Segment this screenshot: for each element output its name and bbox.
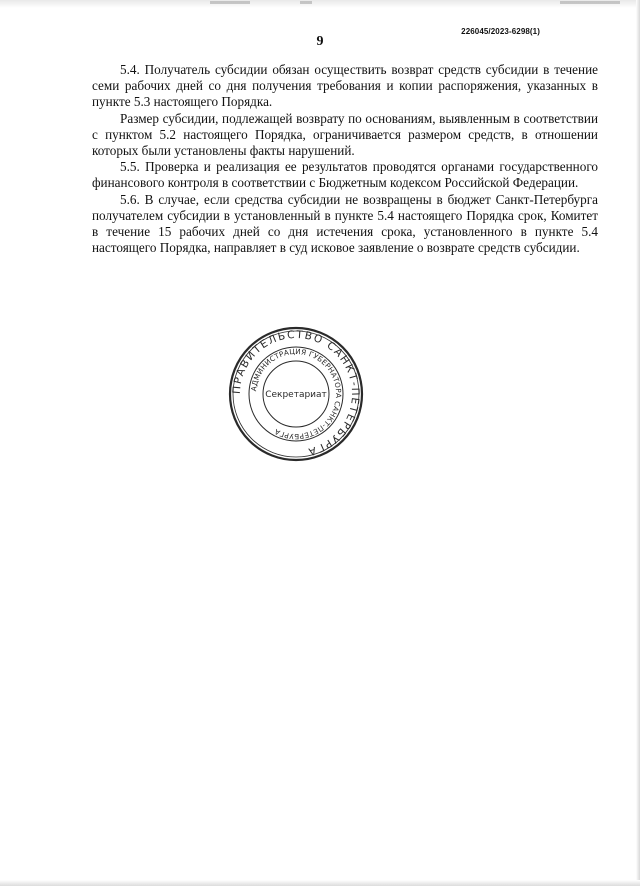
stamp-graphic [228, 326, 364, 462]
scan-edge-bottom [0, 880, 640, 886]
paragraph-5-6: 5.6. В случае, если средства субсидии не возвращены в бюджет Санкт-Петербурга получателем субсидии в установленный в пункте 5.4 настоящего Порядка срок, Комитет в течение 15 рабочих дней со дня истечения срока, установленного в пункте 5.4 настоящего Порядка, направляет в суд исковое заявление о возврате средств субсидии. [92, 191, 598, 256]
scan-edge-right [636, 0, 640, 886]
stamp-inner-text: АДМИНИСТРАЦИЯ ГУБЕРНАТОРА САНКТ-ПЕТЕРБУРГА [249, 346, 344, 442]
scan-speck [210, 1, 250, 4]
scan-speck [560, 1, 620, 4]
scan-edge-top [0, 0, 640, 8]
paragraph-subsidy-amount: Размер субсидии, подлежащей возврату по основаниям, выявленным в соответствии с пунктом 5.2 настоящего Порядка, ограничивается размером средств, в отношении которых были установлены факты нарушений. [92, 110, 598, 159]
stamp-outer-text: ПРАВИТЕЛЬСТВО САНКТ-ПЕТЕРБУРГА [230, 328, 362, 458]
scan-speck [300, 1, 312, 4]
paragraph-5-5: 5.5. Проверка и реализация ее результатов проводятся органами государственного финансового контроля в соответствии с Бюджетным кодексом Российской Федерации. [92, 159, 598, 191]
document-body [92, 62, 598, 256]
page-number: 9 [316, 34, 324, 49]
stamp-center-text: Секретариат [265, 390, 327, 400]
document-registration-number: 226045/2023-6298(1) [461, 27, 540, 36]
paragraph-5-4: 5.4. Получатель субсидии обязан осуществить возврат средств субсидии в течение семи рабочих дней со дня получения требования и копии распоряжения, указанных в пункте 5.3 настоящего Порядка. [92, 62, 598, 110]
official-seal-stamp [228, 326, 364, 462]
